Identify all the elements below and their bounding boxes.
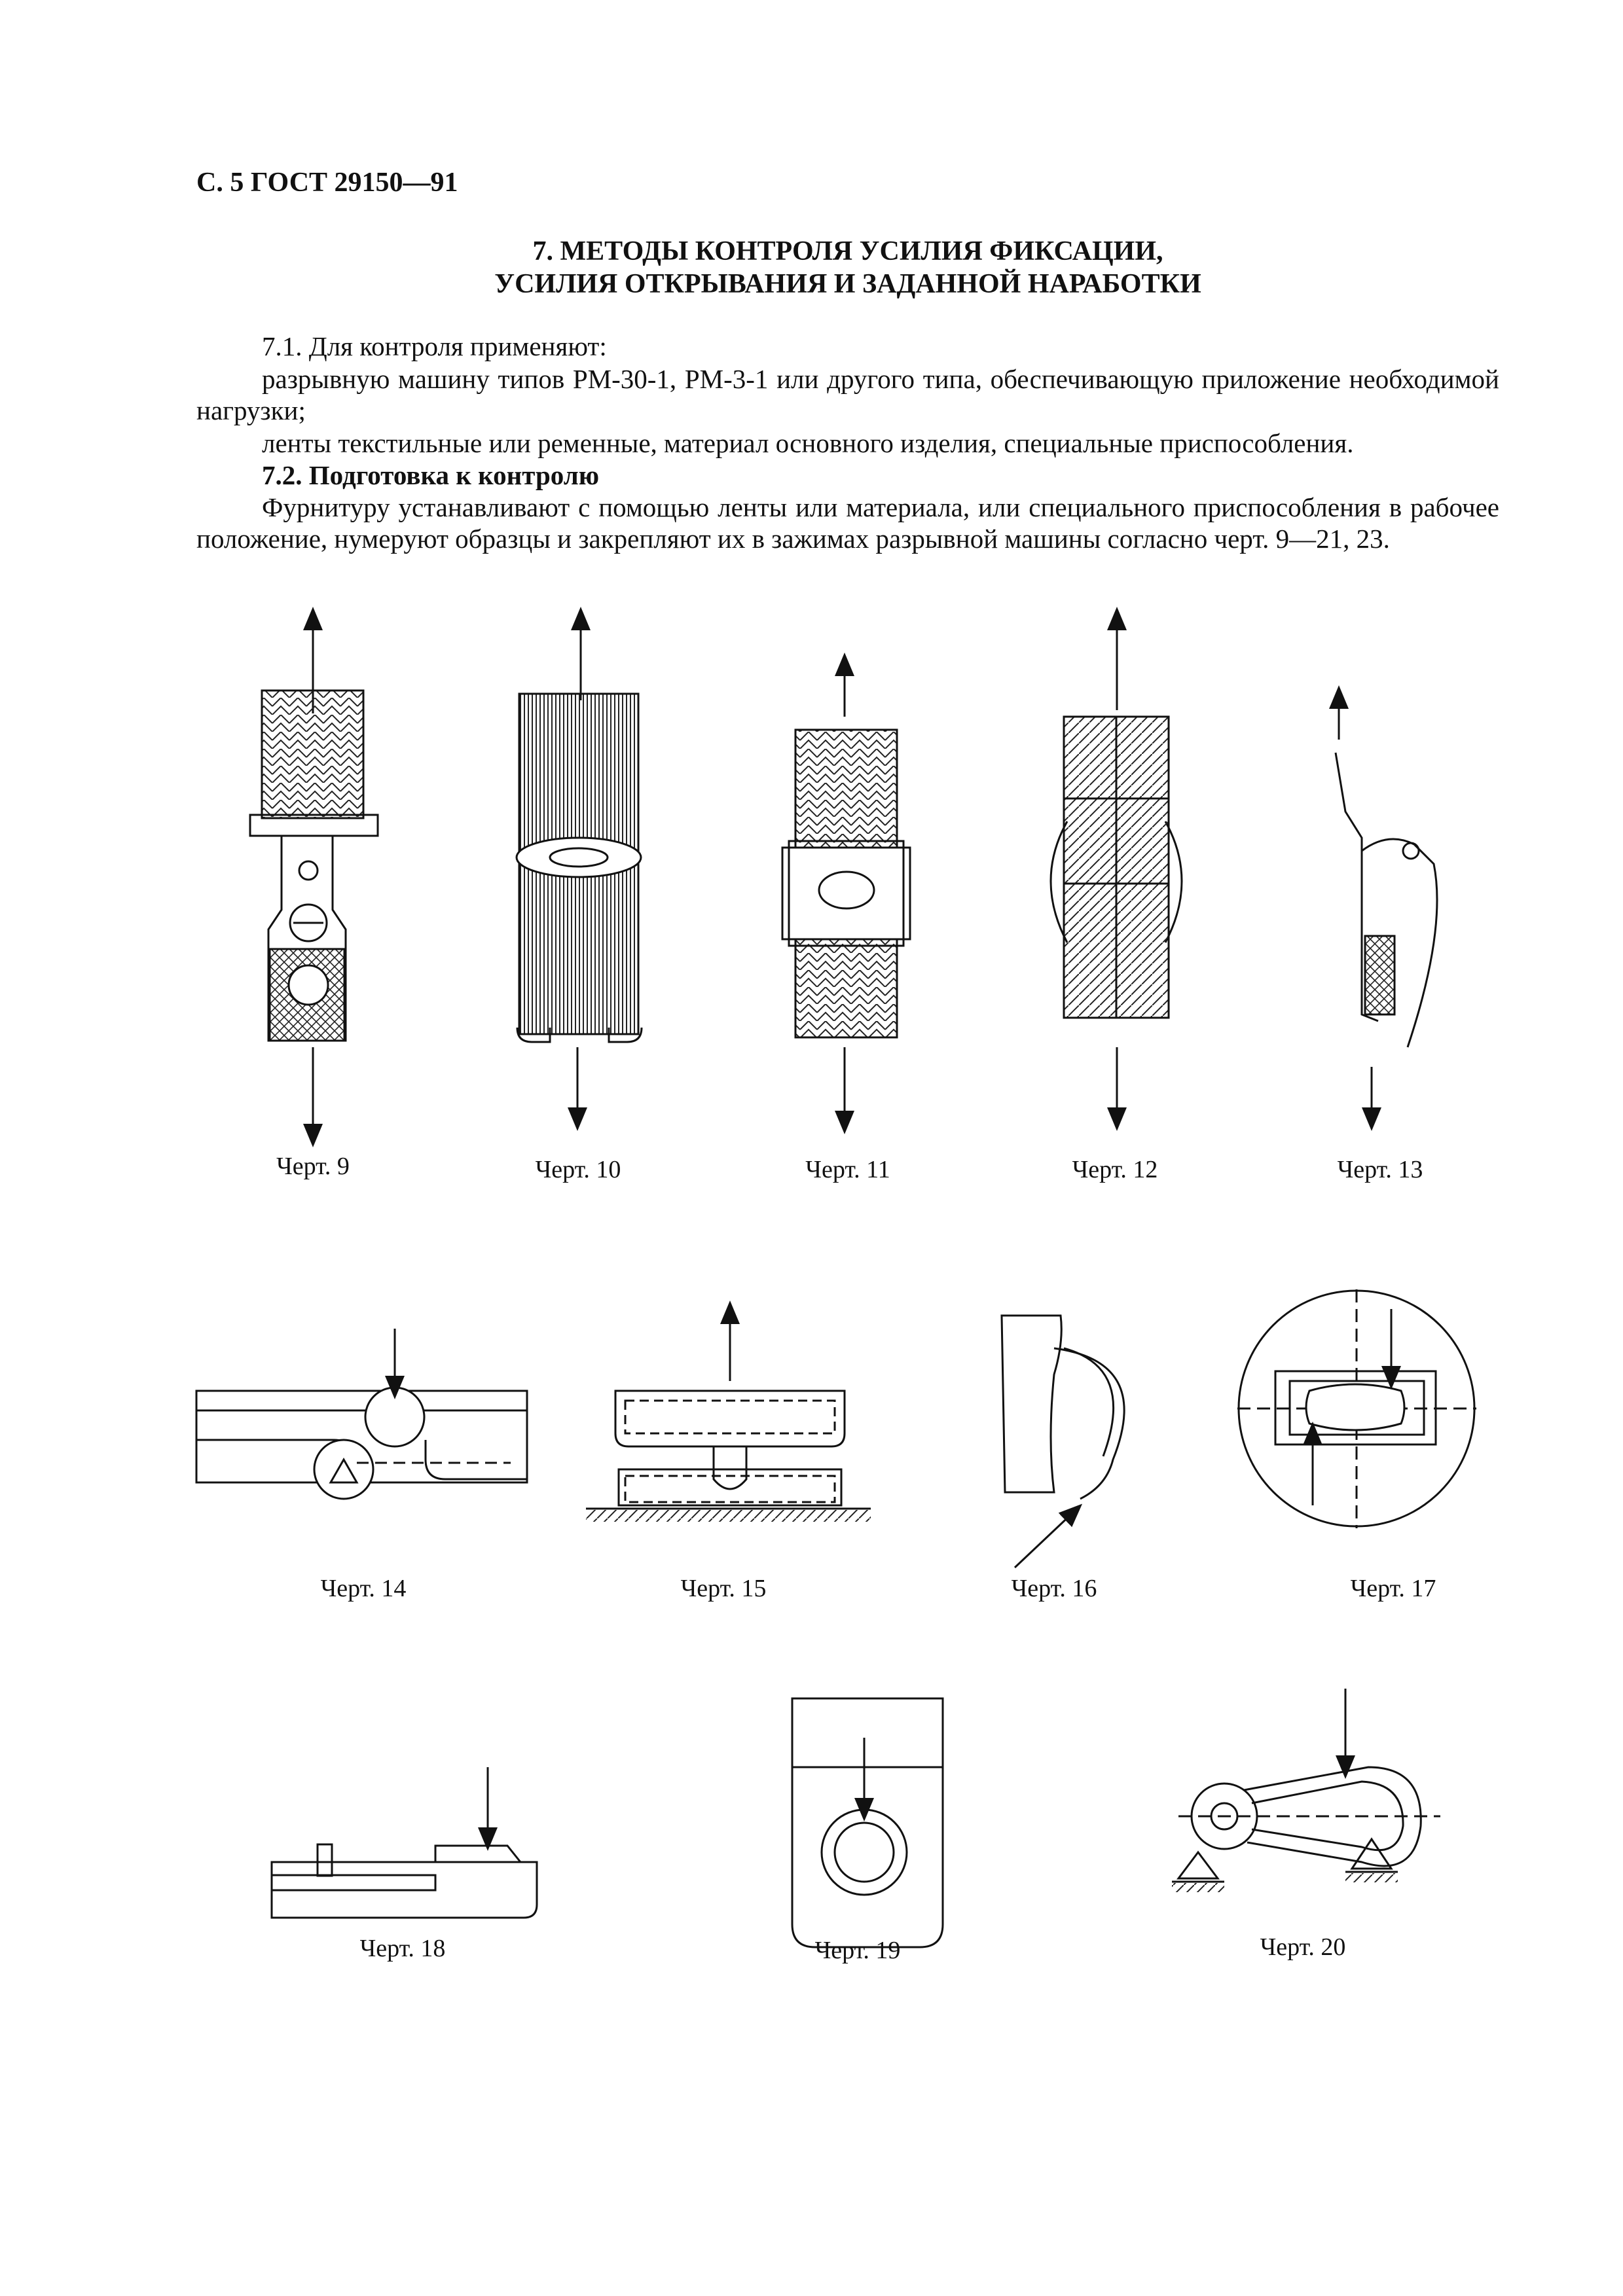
fig11-drawing [782,664,910,1122]
fig14-drawing [196,1329,527,1499]
caption-fig15: Черт. 15 [680,1575,767,1602]
caption-fig11: Черт. 11 [805,1156,890,1183]
fig15-drawing [586,1312,871,1522]
caption-fig13: Черт. 13 [1337,1156,1423,1183]
caption-fig9: Черт. 9 [276,1153,350,1180]
paragraph-machine: разрывную машину типов РМ-30-1, РМ-3-1 или другого типа, обеспечивающую приложение необходимой нагрузки; [196,364,1499,425]
caption-fig14: Черт. 14 [320,1575,407,1602]
fig13-drawing [1336,697,1437,1119]
caption-fig18: Черт. 18 [359,1935,446,1962]
fig12-drawing [1051,619,1182,1119]
paragraph-tapes: ленты текстильные или ременные, материал основного изделия, специальные приспособления. [262,428,1354,458]
caption-fig20: Черт. 20 [1260,1933,1346,1961]
fig10-drawing [517,619,642,1119]
fig19-drawing [792,1698,943,1947]
paragraph-7-1: 7.1. Для контроля применяют: [262,331,607,361]
fig16-drawing [1002,1316,1124,1568]
paragraph-preparation: Фурнитуру устанавливают с помощью ленты или материала, или специального приспособления в рабочее положение, нумеруют образцы и закрепляют их в зажимах разрывной машины согласно черт. 9—21, 23. [196,492,1499,554]
section-title-line2: УСИЛИЯ ОТКРЫВАНИЯ И ЗАДАННОЙ НАРАБОТКИ [494,269,1201,299]
page-header: С. 5 ГОСТ 29150—91 [196,168,458,198]
fig18-drawing [272,1767,537,1918]
caption-fig19: Черт. 19 [814,1937,901,1964]
caption-fig12: Черт. 12 [1072,1156,1158,1183]
subheading-7-2: 7.2. Подготовка к контролю [262,460,600,490]
caption-fig17: Черт. 17 [1350,1575,1436,1602]
caption-fig10: Черт. 10 [535,1156,621,1183]
section-title-line1: 7. МЕТОДЫ КОНТРОЛЯ УСИЛИЯ ФИКСАЦИИ, [532,236,1163,266]
caption-fig16: Черт. 16 [1011,1575,1097,1602]
fig17-drawing [1237,1289,1476,1528]
fig9-drawing [250,619,378,1136]
fig20-drawing [1172,1689,1440,1892]
